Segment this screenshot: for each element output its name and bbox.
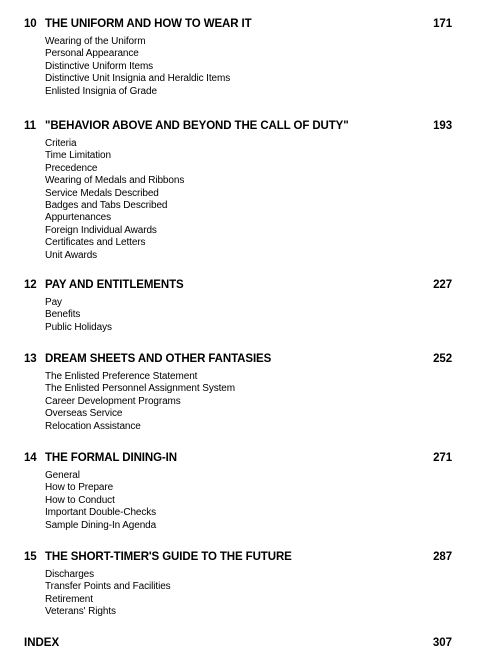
chapter-title: "BEHAVIOR ABOVE AND BEYOND THE CALL OF DUTY" (45, 120, 349, 132)
chapter-10 (24, 17, 454, 98)
topic-item: Enlisted Insignia of Grade (45, 85, 157, 97)
topic-item: Time Limitation (45, 150, 111, 162)
topic-item: How to Prepare (45, 482, 114, 494)
topic-item: Relocation Assistance (45, 420, 141, 432)
topic-item: Public Holidays (45, 321, 112, 333)
topic-item: Foreign Individual Awards (45, 224, 157, 236)
topic-item: Criteria (45, 138, 77, 149)
chapter-page-number: 287 (433, 551, 452, 563)
topic-item: Overseas Service (45, 408, 123, 420)
topic-item: How to Conduct (45, 494, 115, 506)
topic-item: Important Double-Checks (45, 507, 157, 519)
chapter-number: 13 (24, 353, 37, 365)
topic-list (24, 138, 454, 262)
topic-item: Certificates and Letters (45, 237, 146, 249)
topic-item: Sample Dining-In Agenda (45, 519, 157, 531)
chapter-title: THE FORMAL DINING-IN (45, 452, 177, 464)
index-entry (24, 636, 454, 650)
chapter-heading (24, 119, 454, 133)
topic-item: Wearing of the Uniform (45, 36, 146, 47)
topic-item: Transfer Points and Facilities (45, 581, 171, 593)
topic-list (24, 36, 454, 98)
chapter-title: DREAM SHEETS AND OTHER FANTASIES (45, 353, 272, 365)
chapter-heading (24, 278, 454, 292)
chapter-11 (24, 119, 454, 262)
chapter-number: 14 (24, 452, 37, 464)
topic-list (24, 297, 454, 334)
chapter-title: PAY AND ENTITLEMENTS (45, 279, 184, 291)
chapter-number: 12 (24, 279, 37, 291)
topic-list (24, 470, 454, 532)
topic-item: The Enlisted Preference Statement (45, 371, 198, 382)
topic-item: Discharges (45, 569, 95, 580)
chapter-number: 15 (24, 551, 37, 563)
chapter-page-number: 227 (433, 279, 452, 291)
chapter-title: THE UNIFORM AND HOW TO WEAR IT (45, 18, 252, 30)
topic-item: Veterans' Rights (45, 606, 116, 618)
topic-list (24, 569, 454, 619)
chapter-12 (24, 278, 454, 334)
topic-item: Distinctive Uniform Items (45, 60, 154, 72)
chapter-heading (24, 352, 454, 366)
chapter-title: THE SHORT-TIMER'S GUIDE TO THE FUTURE (45, 551, 292, 563)
chapter-page-number: 193 (433, 120, 452, 132)
topic-item: Wearing of Medals and Ribbons (45, 175, 185, 187)
topic-item: Career Development Programs (45, 395, 181, 407)
chapter-number: 10 (24, 18, 37, 30)
chapter-page-number: 271 (433, 452, 452, 464)
topic-item: Appurtenances (45, 212, 111, 224)
topic-item: Badges and Tabs Described (45, 200, 168, 212)
chapter-number: 11 (24, 120, 36, 132)
topic-item: Retirement (45, 593, 93, 605)
topic-list (24, 371, 454, 433)
chapter-page-number: 171 (433, 18, 452, 30)
topic-item: Service Medals Described (45, 187, 159, 199)
chapter-14 (24, 451, 454, 532)
chapter-15 (24, 550, 454, 619)
topic-item: Unit Awards (45, 249, 98, 261)
chapter-13 (24, 352, 454, 433)
topic-item: The Enlisted Personnel Assignment System (45, 383, 235, 395)
index-label: INDEX (24, 637, 60, 649)
topic-item: Pay (45, 297, 62, 308)
chapter-heading (24, 451, 454, 465)
index-page-number: 307 (432, 637, 452, 649)
chapter-heading (24, 550, 454, 564)
topic-item: General (45, 470, 80, 481)
topic-item: Distinctive Unit Insignia and Heraldic Items (45, 73, 231, 85)
topic-item: Precedence (45, 162, 98, 174)
topic-item: Personal Appearance (45, 48, 139, 60)
chapter-heading (24, 17, 454, 31)
topic-item: Benefits (45, 309, 81, 321)
chapter-page-number: 252 (433, 353, 452, 365)
